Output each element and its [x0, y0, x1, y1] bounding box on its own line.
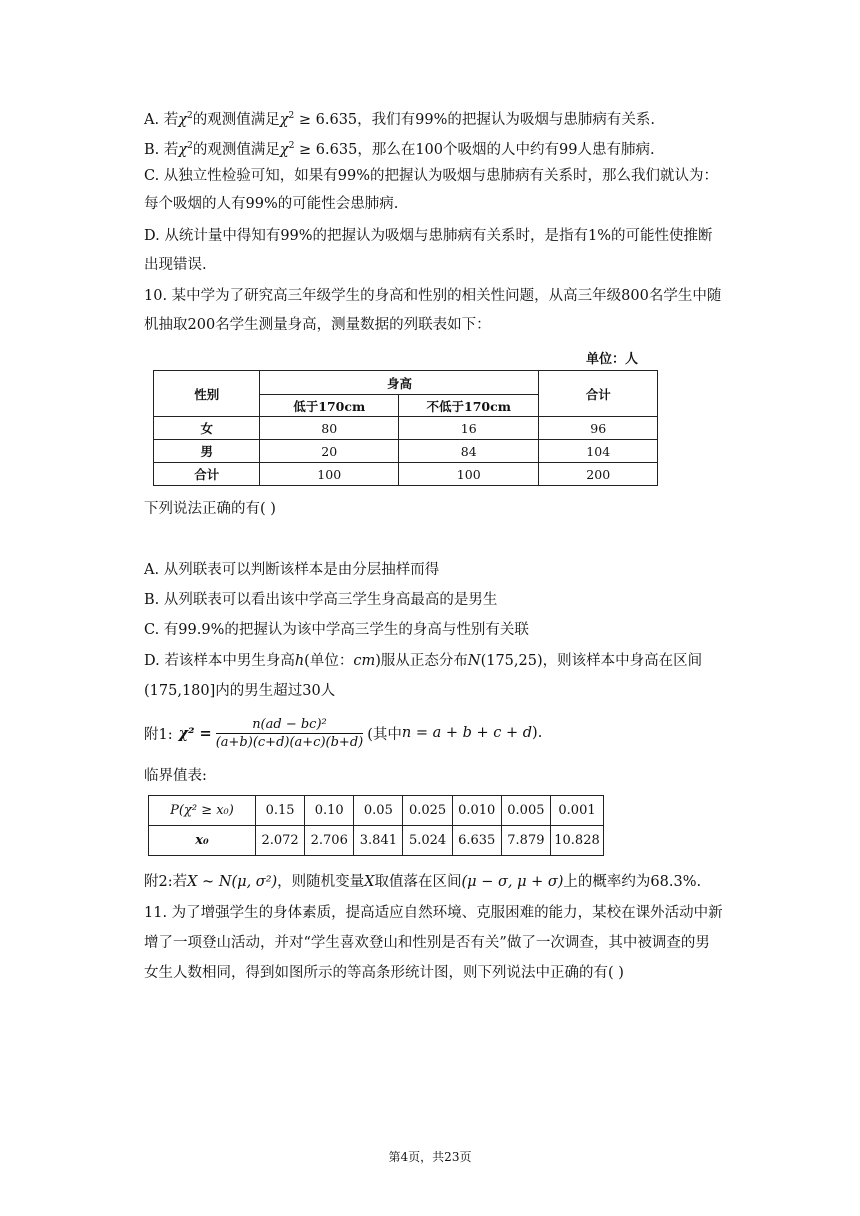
q11-line2: 增了一项登山活动，并对“学生喜欢登山和性别是否有关”做了一次调查，其中被调查的男	[144, 935, 710, 951]
q10-option-d-line2: (175,180]内的男生超过30人	[144, 683, 336, 699]
text: ，则随机变量	[277, 874, 365, 890]
formula-n: n = a + b + c + d	[401, 725, 533, 741]
header-gender: 性别	[154, 371, 260, 417]
var-x: X	[364, 874, 375, 890]
cell: 100	[260, 463, 399, 486]
text: ).	[532, 725, 543, 741]
table-row	[149, 826, 604, 856]
subheader-high: 不低于170cm	[398, 395, 538, 417]
text: ≥ 6.635，我们有99%的把握认为吸烟与患肺病有关系.	[294, 112, 655, 128]
q10-option-b: B. 从列联表可以看出该中学高三学生身高最高的是男生	[144, 592, 498, 608]
cell: 3.841	[354, 826, 403, 856]
row-label: 男	[154, 440, 260, 463]
row-label: 女	[154, 417, 260, 440]
q9-option-a: A. 若$\chi^2$的观测值满足$\chi^2 \ge 6.635$，我们有99%的把握认为吸烟与患肺病有关系.	[144, 111, 655, 128]
table-row	[154, 463, 658, 486]
cell: 0.025	[403, 796, 452, 826]
subheader-low: 低于170cm	[260, 395, 399, 417]
q9-option-d-line2: 出现错误.	[144, 257, 207, 273]
cell: 2.706	[305, 826, 354, 856]
appendix-2	[144, 872, 744, 892]
formula-denominator: (a+b)(c+d)(a+c)(b+d)	[215, 734, 364, 750]
critical-table-title: 临界值表:	[144, 768, 207, 784]
table-row	[154, 440, 658, 463]
var-n: N	[467, 653, 481, 669]
unit-cm: cm	[353, 653, 376, 669]
cell: 104	[539, 440, 658, 463]
cell: 2.072	[256, 826, 305, 856]
cell: 100	[398, 463, 538, 486]
appendix-1	[144, 711, 542, 755]
formula-lhs: χ² =	[178, 724, 212, 742]
formula-normal: X ~ N(μ, σ²)	[187, 874, 278, 890]
contingency-table	[153, 370, 658, 486]
header-height: 身高	[260, 371, 539, 395]
cell: 20	[260, 440, 399, 463]
cell: 0.05	[354, 796, 403, 826]
q9-option-d-line1: D. 从统计量中得知有99%的把握认为吸烟与患肺病有关系时，是指有1%的可能性使推断	[144, 228, 713, 244]
cell: 5.024	[403, 826, 452, 856]
appendix-label: 附1:	[144, 726, 173, 743]
cell: 0.001	[551, 796, 604, 826]
cell: 0.010	[452, 796, 501, 826]
q10-option-a: A. 从列联表可以判断该样本是由分层抽样而得	[144, 562, 440, 578]
chi-square-formula	[216, 717, 364, 750]
text: (其中	[367, 726, 402, 743]
text: A. 若	[144, 112, 179, 128]
cell: 10.828	[551, 826, 604, 856]
text: 的观测值满足	[192, 112, 280, 128]
cell: 80	[260, 417, 399, 440]
table-row	[149, 796, 604, 826]
q9-option-c-line1: C. 从独立性检验可知，如果有99%的把握认为吸烟与患肺病有关系时，那么我们就认为：	[144, 168, 719, 184]
formula-numerator: n(ad − bc)²	[216, 717, 364, 734]
q10-stem-line1: 10. 某中学为了研究高三年级学生的身高和性别的相关性问题，从高三年级800名学生中随	[144, 288, 722, 304]
chi-symbol: χ	[178, 112, 187, 128]
cell: 7.879	[501, 826, 550, 856]
q10-option-d-line1	[144, 651, 744, 671]
q10-option-c: C. 有99.9%的把握认为该中学高三学生的身高与性别有关联	[144, 622, 529, 638]
row-label: x₀	[149, 826, 256, 856]
text: ≥ 6.635，那么在100个吸烟的人中约有99人患有肺病.	[294, 142, 655, 158]
formula-interval: (μ − σ, μ + σ)	[461, 874, 564, 890]
text: (175,25)，则该样本中身高在区间	[480, 653, 703, 669]
text: 附2:若	[144, 874, 188, 890]
cell: 200	[539, 463, 658, 486]
q10-stem-line2: 机抽取200名学生测量身高，测量数据的列联表如下：	[144, 317, 491, 333]
text: 的观测值满足	[192, 142, 280, 158]
text: (单位：	[304, 653, 354, 669]
var-h: h	[294, 653, 305, 669]
table-row	[154, 417, 658, 440]
row-label: P(χ² ≥ x₀)	[149, 796, 256, 826]
row-label: 合计	[154, 463, 260, 486]
text: B. 若	[144, 142, 179, 158]
text: 上的概率约为68.3%.	[563, 874, 702, 890]
header-total: 合计	[539, 371, 658, 417]
text: )服从正态分布	[375, 653, 468, 669]
q9-option-c-line2: 每个吸烟的人有99%的可能性会患肺病.	[144, 196, 399, 212]
cell: 96	[539, 417, 658, 440]
q11-line1: 11. 为了增强学生的身体素质，提高适应自然环境、克服困难的能力，某校在课外活动中新	[144, 905, 723, 921]
cell: 6.635	[452, 826, 501, 856]
cell: 0.005	[501, 796, 550, 826]
q10-question: 下列说法正确的有( )	[144, 501, 276, 517]
text: 取值落在区间	[374, 874, 462, 890]
q9-option-b: B. 若$\chi^2$的观测值满足$\chi^2 \ge 6.635$，那么在100个吸烟的人中约有99人患有肺病.	[144, 141, 655, 158]
text: D. 若该样本中男生身高	[144, 653, 295, 669]
critical-value-table	[148, 795, 604, 856]
cell: 84	[398, 440, 538, 463]
page-footer: 第4页，共23页	[388, 1150, 472, 1164]
q11-line3: 女生人数相同，得到如图所示的等高条形统计图，则下列说法中正确的有( )	[144, 965, 624, 981]
cell: 0.10	[305, 796, 354, 826]
cell: 0.15	[256, 796, 305, 826]
table-unit: 单位：人	[586, 352, 639, 367]
cell: 16	[398, 417, 538, 440]
